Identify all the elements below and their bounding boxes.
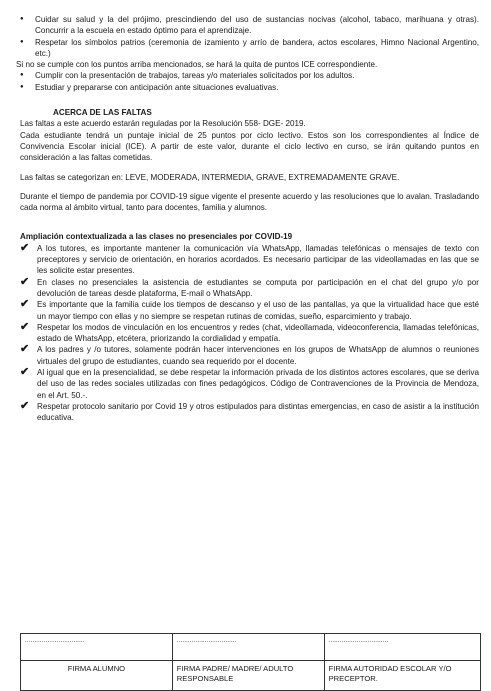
check-item [0,344,491,367]
check-item [0,243,491,277]
list-item [0,14,491,37]
signature-line: ................................ [21,634,173,661]
faltas-categories: Las faltas se categorizan en: LEVE, MODERADA, INTERMEDIA, GRAVE, EXTREMADAMENTE GRAVE. [20,172,400,182]
signature-table [20,633,481,691]
check-item-text: A los tutores, es importante mantener la comunicación vía WhatsApp, llamadas telefónicas o mensajes de texto con preceptores y servicio de orientación, en horarios acordados. Es necesario participar de las videollamadas en las que se les solicite estar presentes. [37,243,479,276]
quita-note: Si no se cumple con los puntos arriba mencionados, se hará la quita de puntos ICE correspondiente. [16,60,378,70]
bullet-icon: ● [20,16,24,22]
signature-label-alumno: FIRMA ALUMNO [21,661,173,691]
signature-label-padre: FIRMA PADRE/ MADRE/ ADULTO RESPONSABLE [172,661,324,691]
list-item [0,37,491,60]
bullet-text: Cuidar su salud y la del prójimo, prescindiendo del uso de sustancias nocivas (alcohol, tabaco, marihuana y otras). Concurrir a la escuela en estado óptimo para el aprendizaje. [35,15,479,36]
checkmark-icon: ✔ [20,320,30,333]
check-item-text: Es importante que la familia cuide los tiempos de descanso y el uso de las pantallas, ya que la virtualidad hace que esté un mayor tiempo con ellas y no siempre se respetan rutinas de comidas, sueño, esparcimiento y trabajo. [37,300,479,321]
checkmark-icon: ✔ [20,241,30,254]
bullet-icon: ● [20,83,24,90]
signature-line: ................................ [172,634,324,661]
signature-line: ................................ [324,634,480,661]
checkmark-icon: ✔ [20,343,30,356]
checkmark-icon: ✔ [20,399,30,412]
covid-heading: Ampliación contextualizada a las clases no presenciales por COVID-19 [20,232,293,242]
check-item [0,277,491,300]
checkmark-icon: ✔ [20,275,30,288]
faltas-paragraph: Durante el tiempo de pandemia por COVID-19 sigue vigente el presente acuerdo y las resoluciones que lo avalan. Trasladando cada norma al ámbito virtual, tanto para docentes, familia y alumnos. [20,191,479,213]
faltas-paragraph: Las faltas a este acuerdo estarán reguladas por la Resolución 558- DGE- 2019. [20,119,306,129]
bullet-icon: ● [20,72,24,79]
check-item-text: Respetar protocolo sanitario por Covid 19 y otros estipulados para distintas emergencias, en caso de asistir a la institución educativa. [37,401,479,423]
bullet-text: Cumplir con la presentación de trabajos, tareas y/o materiales solicitados por los adultos. [35,71,355,81]
faltas-paragraph: Cada estudiante tendrá un puntaje inicial de 25 puntos por ciclo lectivo. Estos son los correspondientes al Índice de Convivencia Escolar inicial (ICE). A partir de este valor, durante el ciclo lectivo en curso, se irán quitando puntos en consideración a las faltas cometidas. [20,130,479,163]
check-item-text: Respetar los modos de vinculación en los encuentros y redes (chat, videollamada, videoconferencia, llamadas telefónicas, estado de WhatsApp, etcétera, priorizando la cordialidad y empatía. [37,322,479,344]
list-item [0,70,491,81]
check-item-text: Al igual que en la presencialidad, se debe respetar la información privada de los distintos actores escolares, que se deriva del uso de las redes sociales utilizadas con fines pedagógicos. Código de Contravenciones de la Provincia de Mendoza, en el Art. 50.-. [37,368,479,400]
bullet-icon: ● [20,38,24,45]
list-item [0,82,491,93]
bullet-text: Respetar los símbolos patrios (ceremonia de izamiento y arrío de bandera, actos escolares, Himno Nacional Argentino, etc.) [35,37,479,58]
check-item-text: A los padres y /o tutores, solamente podrán hacer intervenciones en los grupos de WhatsApp de alumnos o reuniones virtuales del grupo de estudiantes, cuando sea requerido por el docente. [37,345,479,366]
signature-label-autoridad: FIRMA AUTORIDAD ESCOLAR Y/O PRECEPTOR. [324,661,480,691]
check-item [0,367,491,401]
faltas-heading: ACERCA DE LAS FALTAS [53,108,152,118]
bullet-text: Estudiar y prepararse con anticipación ante situaciones evaluativas. [35,82,279,92]
check-item [0,401,491,424]
checkmark-icon: ✔ [20,366,30,379]
check-item [0,299,491,322]
checkmark-icon: ✔ [20,298,30,311]
check-item-text: En clases no presenciales la asistencia de estudiantes se computa por participación en el chat del grupo y/o por devolución de tareas desde plataforma, E-mail o WhatsApp. [37,277,479,298]
check-item [0,322,491,345]
